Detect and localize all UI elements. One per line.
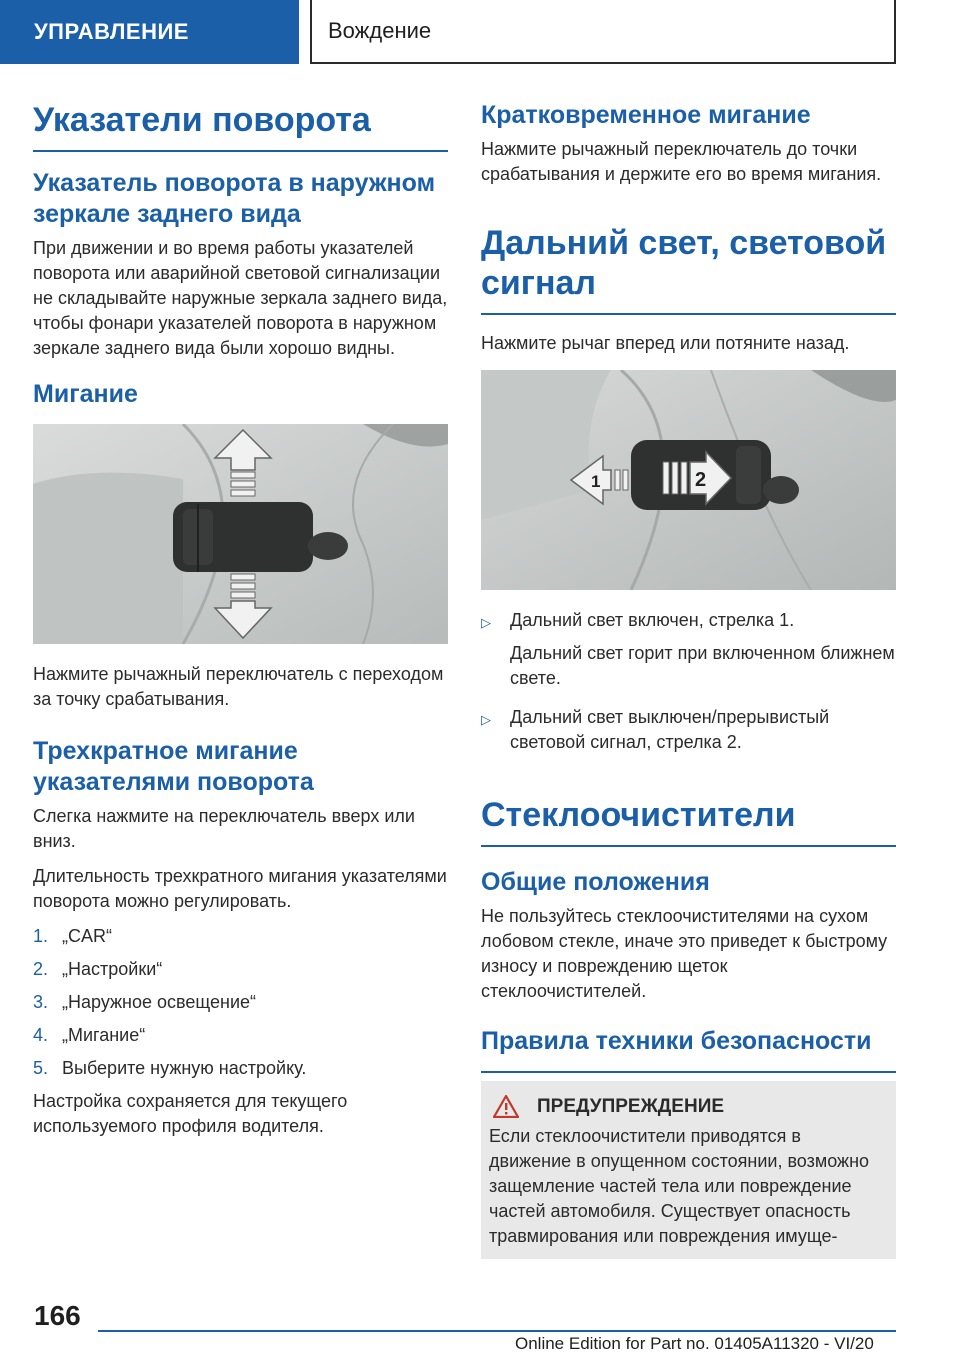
figure-turn-signal-lever — [33, 424, 448, 644]
high-beam-states-list — [481, 608, 896, 755]
turn-signal-lever-illustration — [33, 424, 448, 644]
step-text: „CAR“ — [62, 926, 112, 946]
step-number: 1. — [33, 926, 49, 946]
blinking-text: Нажмите рычажный переключатель с переходом за точку срабатывания. — [33, 664, 444, 709]
warning-box — [481, 1081, 896, 1259]
step-number: 2. — [33, 959, 49, 979]
footer-edition-text: Online Edition for Part no. 01405A11320 - VI/20 — [515, 1334, 874, 1353]
list-item-text: Дальний свет включен, стрелка 1. — [510, 610, 795, 630]
general-text: Не пользуйтесь стеклоочистителями на сухом лобовом стекле, иначе это приведет к быстрому износу и повреждению щеток стеклоочистителей. — [481, 906, 888, 1001]
footer-divider — [98, 1330, 896, 1332]
warning-label: ПРЕДУПРЕЖДЕНИЕ — [537, 1095, 725, 1117]
figure-high-beam-lever — [481, 370, 896, 590]
settings-steps-list — [33, 924, 448, 1081]
list-item — [33, 924, 448, 949]
arrow-1-label: 1 — [591, 472, 601, 491]
left-column — [33, 100, 448, 1149]
mirror-indicator-text: При движении и во время работы указателей поворота или аварийной световой сигнализации не складывайте наружные зеркала заднего вида, чтобы фонари указателей поворота в наружном зеркале заднего вида были хорошо видны. — [33, 238, 448, 358]
section-heading-wipers: Стеклоочистители — [481, 795, 896, 847]
warning-text: Если стеклоочистители приводятся в движение в опущенном состоянии, возможно защемление частей тела или повреждение частей автомобиля. Существует опасность травмирования или повреждения имуще- — [489, 1126, 870, 1246]
step-text: Выберите нужную настройку. — [62, 1058, 307, 1078]
header-section-title: Вождение — [310, 0, 896, 64]
subheading-blinking: Мигание — [33, 380, 138, 408]
step-text: „Наружное освещение“ — [62, 992, 257, 1012]
arrow-2-label: 2 — [695, 469, 707, 491]
triple-blink-text-1: Слегка нажмите на переключатель вверх или вниз. — [33, 806, 415, 851]
settings-saved-text: Настройка сохраняется для текущего используемого профиля водителя. — [33, 1091, 348, 1136]
section-heading-turn-signals: Указатели поворота — [33, 100, 448, 152]
high-beam-text: Нажмите рычаг вперед или потяните назад. — [481, 333, 850, 353]
list-item — [481, 705, 896, 755]
list-item-text: Дальний свет выключен/прерывистый световой сигнал, стрелка 2. — [510, 707, 830, 752]
page-number: 166 — [34, 1300, 81, 1331]
subheading-mirror-indicator: Указатель поворота в наружном зеркале заднего вида — [33, 169, 436, 228]
short-blink-text: Нажмите рычажный переключатель до точки срабатывания и держите его во время мигания. — [481, 139, 882, 184]
right-column — [481, 100, 896, 1259]
warning-triangle-icon — [493, 1095, 519, 1118]
list-item — [481, 608, 896, 691]
section-heading-high-beam: Дальний свет, световой сигнал — [481, 223, 896, 315]
subheading-short-blink: Кратковременное мигание — [481, 101, 811, 129]
subheading-general: Общие положения — [481, 868, 710, 896]
list-item — [33, 990, 448, 1015]
high-beam-lever-illustration — [481, 370, 896, 590]
list-item — [33, 1056, 448, 1081]
step-text: „Настройки“ — [62, 959, 163, 979]
step-number: 3. — [33, 992, 49, 1012]
header-chapter-tab: УПРАВЛЕНИЕ — [0, 0, 299, 64]
triple-blink-text-2: Длительность трехкратного мигания указателями поворота можно регулировать. — [33, 866, 447, 911]
list-item — [33, 957, 448, 982]
subheading-safety: Правила техники безопасности — [481, 1026, 896, 1073]
triangle-bullet-icon: ▷ — [481, 615, 491, 630]
step-number: 4. — [33, 1025, 49, 1045]
list-item — [33, 1023, 448, 1048]
triangle-bullet-icon: ▷ — [481, 712, 491, 727]
step-text: „Мигание“ — [62, 1025, 146, 1045]
step-number: 5. — [33, 1058, 49, 1078]
subheading-triple-blink: Трехкратное мигание указателями поворота — [33, 737, 314, 796]
list-item-subtext: Дальний свет горит при включенном ближнем свете. — [510, 643, 895, 688]
